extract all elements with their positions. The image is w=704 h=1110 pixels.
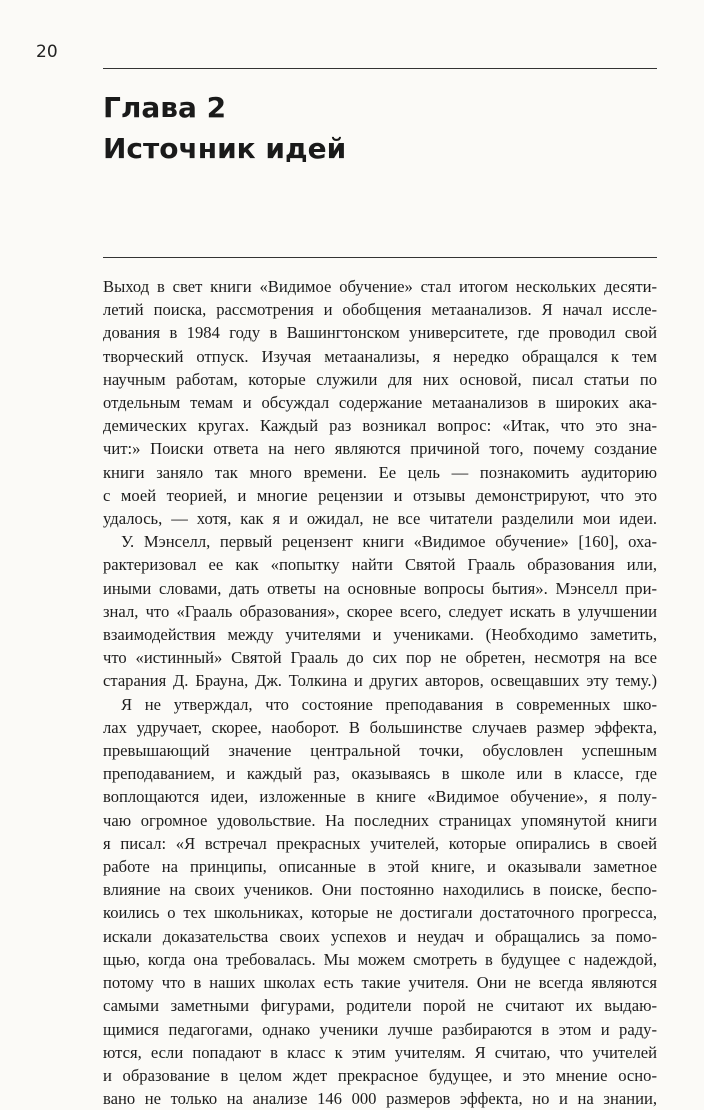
page-number: 20 — [36, 42, 58, 62]
text-line: научным работам, которые служили для них основой, писал статьи по — [103, 369, 657, 389]
text-line: книги заняло так много времени. Ее цель — познакомить аудиторию — [103, 462, 657, 482]
text-line: взаимодействия между учителями и учениками. (Необходимо заметить, — [103, 625, 657, 645]
text-line: демических кругах. Каждый раз возникал вопрос: «Итак, что это зна- — [103, 416, 657, 436]
text-line: самыми заметными фигурами, родители порой не считают их выдаю- — [103, 996, 657, 1016]
paragraph — [103, 530, 657, 692]
text-line: превышающий значение центральной точки, обусловлен успешным — [103, 741, 657, 761]
text-line: чит:» Поиски ответа на него являются причиной того, почему создание — [103, 439, 657, 459]
text-line: я писал: «Я встречал прекрасных учителей, которые опирались в своей — [103, 833, 657, 853]
bottom-rule — [103, 257, 657, 258]
text-line: знал, что «Грааль образования», скорее всего, следует искать в улучшении — [103, 601, 657, 621]
text-line: что «истинный» Святой Грааль до сих пор не обретен, несмотря на все — [103, 648, 657, 668]
text-line: иными словами, дать ответы на основные вопросы бытия». Мэнселл при- — [103, 578, 657, 598]
text-line: У. Мэнселл, первый рецензент книги «Видимое обучение» [160], оха- — [121, 532, 657, 552]
text-line: удалось, — хотя, как я и ожидал, не все читатели разделили мои идеи. — [103, 509, 657, 529]
text-line: с моей теорией, и многие рецензии и отзывы демонстрируют, что это — [103, 485, 657, 505]
chapter-title: Источник идей — [103, 132, 347, 165]
text-line: ются, если попадают в класс к этим учителям. Я считаю, что учителей — [103, 1042, 657, 1062]
text-line: щимися педагогами, однако ученики лучше разбираются в этом и раду- — [103, 1019, 657, 1039]
top-rule — [103, 68, 657, 69]
text-line: отдельным темам и обсуждал содержание метаанализов в широких ака- — [103, 393, 657, 413]
text-line: потому что в наших школах есть такие учителя. Они не всегда являются — [103, 973, 657, 993]
text-line: вано не только на анализе 146 000 размеров эффекта, но и на знании, — [103, 1089, 657, 1109]
text-line: Выход в свет книги «Видимое обучение» стал итогом нескольких десяти- — [103, 277, 657, 296]
text-line: летий поиска, рассмотрения и обобщения метаанализов. Я начал иссле- — [103, 300, 657, 320]
paragraph — [103, 275, 657, 530]
text-line: чаю огромное удовольствие. На последних страницах упомянутой книги — [103, 810, 657, 830]
text-line: влияние на своих учеников. Они постоянно находились в поиске, беспо- — [103, 880, 657, 900]
text-line: и образование в целом ждет прекрасное будущее, и это мнение осно- — [103, 1065, 657, 1085]
chapter-label: Глава 2 — [103, 91, 227, 124]
chapter-heading — [103, 87, 346, 169]
paragraph — [103, 693, 657, 1110]
text-line: коились о тех школьниках, которые не достигали достаточного прогресса, — [103, 903, 657, 923]
text-line: рактеризовал ее как «попытку найти Святой Грааль образования или, — [103, 555, 657, 575]
text-line: дования в 1984 году в Вашингтонском университете, где проводил свой — [103, 323, 657, 343]
text-line: искали доказательства своих успехов и неудач и обращались за помо- — [103, 926, 657, 946]
text-line: лах удручает, скорее, наоборот. В большинстве случаев размер эффекта, — [103, 717, 657, 737]
text-line: старания Д. Брауна, Дж. Толкина и других авторов, освещавших эту тему.) — [103, 671, 657, 691]
text-line: творческий отпуск. Изучая метаанализы, я нередко обращался к тем — [103, 346, 657, 366]
text-line: воплощаются идеи, изложенные в книге «Видимое обучение», я полу- — [103, 787, 657, 807]
text-line: преподаванием, и каждый раз, оказываясь в школе или в классе, где — [103, 764, 657, 784]
text-line: щью, когда она требовалась. Мы можем смотреть в будущее с надеждой, — [103, 949, 657, 969]
body-text — [103, 275, 657, 1110]
text-line: работе на принципы, описанные в этой книге, и оказывали заметное — [103, 857, 657, 877]
text-line: Я не утверждал, что состояние преподавания в современных шко- — [121, 694, 657, 714]
